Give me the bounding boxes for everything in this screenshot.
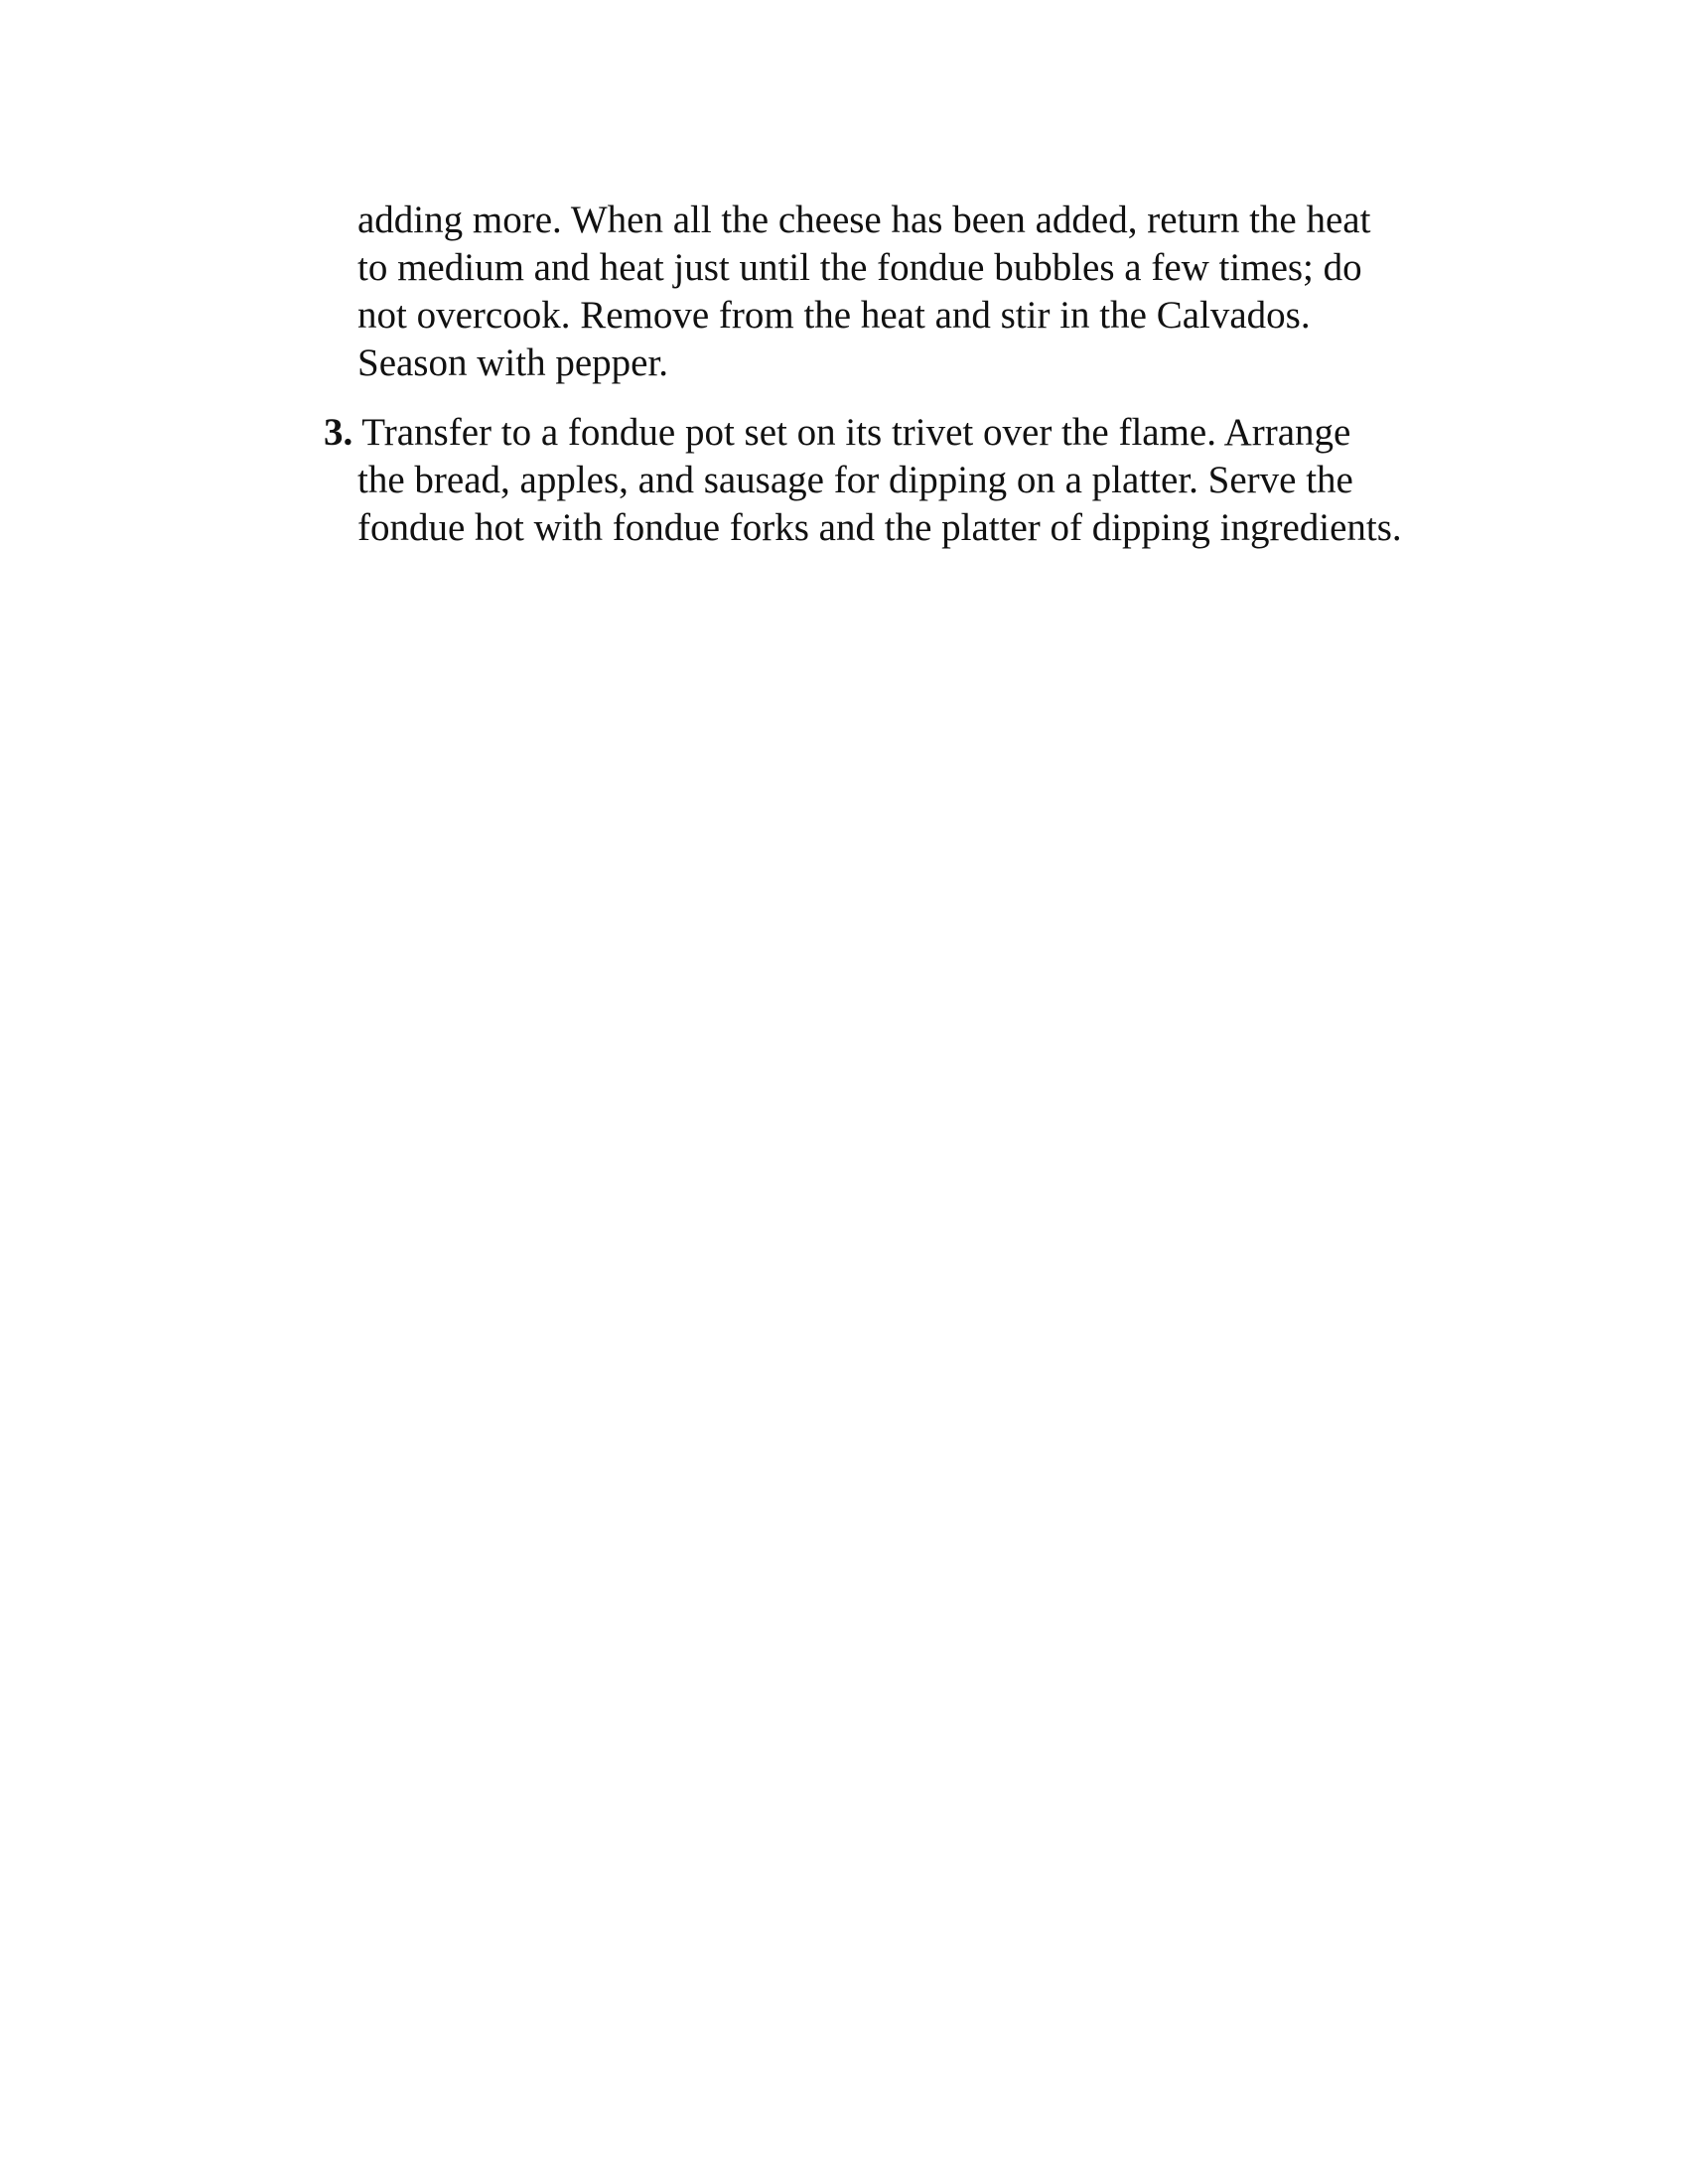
text-line: to medium and heat just until the fondue bubbles a few times; do xyxy=(357,246,1362,289)
text-line xyxy=(324,409,1495,457)
step-3 xyxy=(324,409,1495,552)
step-number: 3. xyxy=(324,411,353,454)
text-line: Season with pepper. xyxy=(357,341,669,384)
text-line: the bread, apples, and sausage for dipping on a platter. Serve the xyxy=(357,459,1353,501)
step-3-line-1: Transfer to a fondue pot set on its trivet over the flame. Arrange xyxy=(361,411,1351,454)
step-2-continuation xyxy=(324,197,1495,387)
text-line: not overcook. Remove from the heat and stir in the Calvados. xyxy=(357,294,1311,337)
text-line: fondue hot with fondue forks and the platter of dipping ingredients. xyxy=(357,506,1402,549)
recipe-instructions xyxy=(324,197,1495,552)
text-line: adding more. When all the cheese has been added, return the heat xyxy=(357,199,1371,241)
